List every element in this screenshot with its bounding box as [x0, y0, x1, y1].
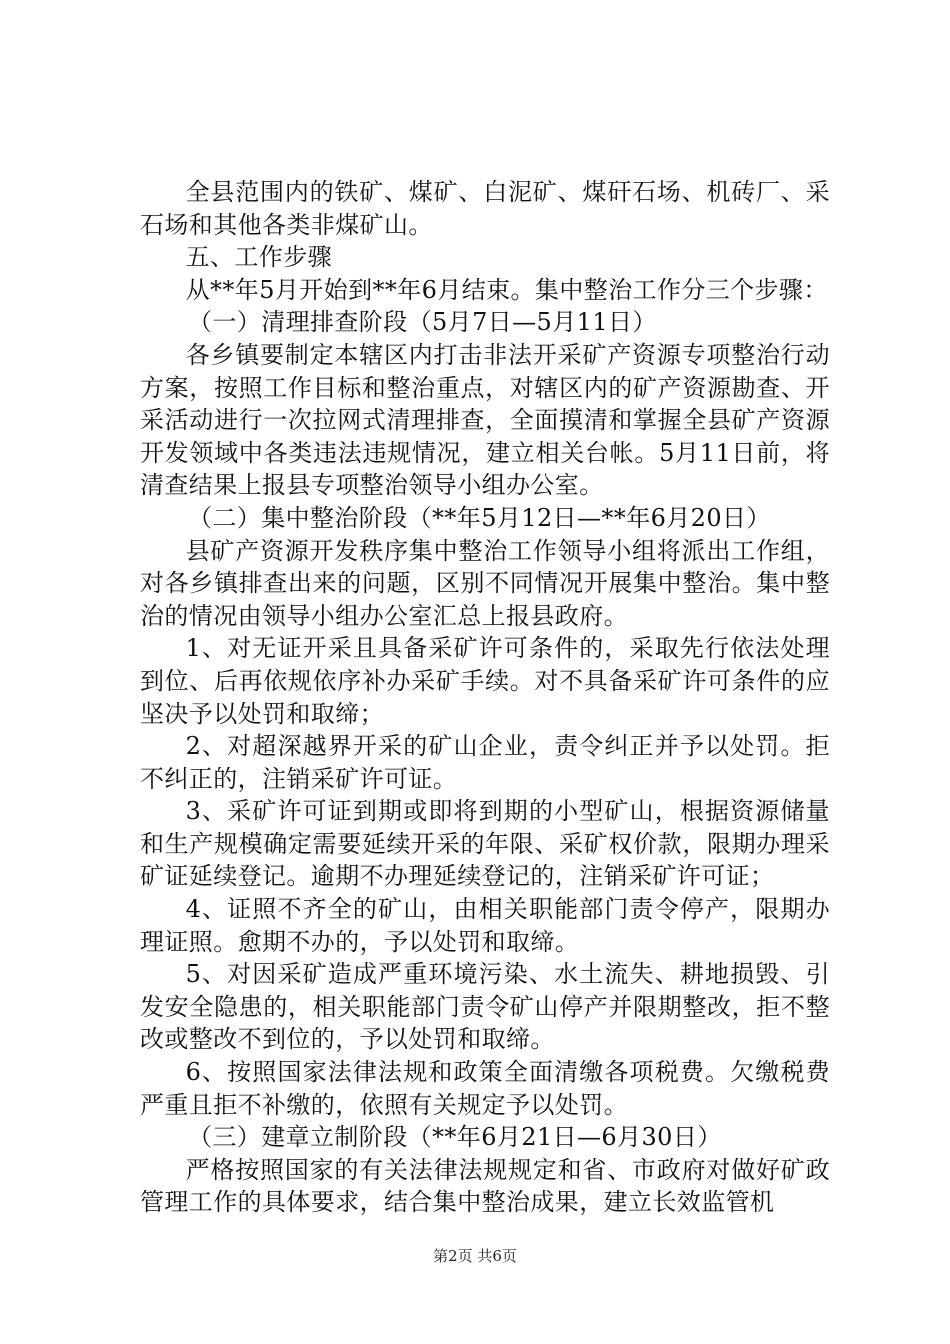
list-item-4: 4、证照不齐全的矿山，由相关职能部门责令停产，限期办理证照。愈期不办的，予以处罚和取缔。: [140, 895, 830, 956]
paragraph-stage-1: 各乡镇要制定本辖区内打击非法开采矿产资源专项整治行动方案，按照工作目标和整治重点，对辖区内的矿产资源勘查、开采活动进行一次拉网式清理排查，全面摸清和掌握全县矿产资源开发领域中各类违法违规情况，建立相关台帐。5月11日前，将清查结果上报县专项整治领导小组办公室。: [140, 340, 830, 500]
page-footer: 第2页 共6页: [433, 1247, 517, 1265]
paragraph-stage-3: 严格按照国家的有关法律法规规定和省、市政府对做好矿政管理工作的具体要求，结合集中整治成果，建立长效监管机: [140, 1155, 830, 1217]
list-item-6: 6、按照国家法律法规和政策全面清缴各项税费。欠缴税费严重且拒不补缴的，依照有关规定予以处罚。: [140, 1058, 830, 1119]
paragraph-scope: 全县范围内的铁矿、煤矿、白泥矿、煤矸石场、机砖厂、采石场和其他各类非煤矿山。: [140, 178, 830, 239]
heading-work-steps: 五、工作步骤: [185, 243, 332, 272]
heading-stage-1: （一）清理排查阶段（5月7日—5月11日）: [188, 308, 657, 337]
paragraph-timeline: 从**年5月开始到**年6月结束。集中整治工作分三个步骤：: [185, 275, 828, 304]
list-item-3: 3、采矿许可证到期或即将到期的小型矿山，根据资源储量和生产规模确定需要延续开采的年限、采矿权价款，限期办理采矿证延续登记。逾期不办理延续登记的，注销采矿许可证；: [140, 797, 830, 891]
heading-stage-2: （二）集中整治阶段（**年5月12日—**年6月20日）: [188, 503, 771, 532]
list-item-2: 2、对超深越界开采的矿山企业，责令纠正并予以处罚。拒不纠正的，注销采矿许可证。: [140, 732, 830, 793]
heading-stage-3: （三）建章立制阶段（**年6月21日—6月30日）: [188, 1123, 722, 1152]
paragraph-stage-2: 县矿产资源开发秩序集中整治工作领导小组将派出工作组，对各乡镇排查出来的问题，区别不同情况开展集中整治。集中整治的情况由领导小组办公室汇总上报县政府。: [140, 536, 830, 630]
list-item-5: 5、对因采矿造成严重环境污染、水土流失、耕地损毁、引发安全隐患的，相关职能部门责令矿山停产并限期整改，拒不整改或整改不到位的，予以处罚和取缔。: [140, 960, 830, 1054]
list-item-1: 1、对无证开采且具备采矿许可条件的，采取先行依法处理到位、后再依规依序补办采矿手续。对不具备采矿许可条件的应坚决予以处罚和取缔；: [140, 634, 830, 728]
document-body: [140, 176, 830, 1219]
